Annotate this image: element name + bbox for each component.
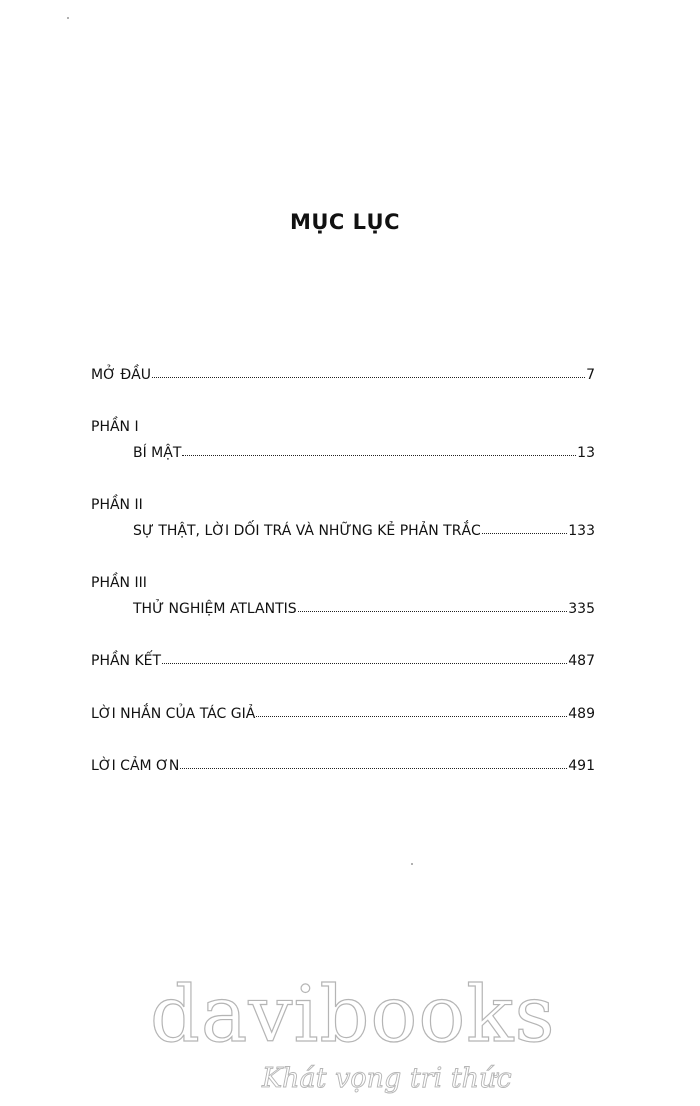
toc-entry-label: PHẦN KẾT	[91, 653, 162, 669]
watermark-tagline: Khát vọng tri thức	[262, 1063, 512, 1094]
toc-entry-label: MỞ ĐẦU	[91, 367, 151, 383]
toc-page-number: 491	[568, 758, 595, 774]
toc-page-number: 487	[568, 653, 595, 669]
toc-entry-truth-lies-betrayers[interactable]	[133, 522, 595, 540]
toc-entry-label: LỜI CẢM ƠN	[91, 758, 180, 774]
toc-entry-label: SỰ THẬT, LỜI DỐI TRÁ VÀ NHỮNG KẺ PHẢN TRẮC	[133, 523, 481, 539]
dot-leader	[482, 521, 567, 534]
toc-entry-intro[interactable]	[91, 366, 595, 384]
part-heading-3: PHẦN III	[91, 575, 147, 591]
dot-leader	[298, 599, 568, 612]
dot-leader	[182, 443, 576, 456]
toc-page-number: 13	[577, 445, 595, 461]
dot-leader	[162, 651, 567, 664]
toc-page-number: 133	[568, 523, 595, 539]
print-speck	[411, 863, 413, 865]
part-heading-1: PHẦN I	[91, 419, 139, 435]
part-heading-2: PHẦN II	[91, 497, 143, 513]
print-speck	[67, 17, 69, 19]
dot-leader	[256, 704, 567, 717]
page-title: MỤC LỤC	[289, 210, 401, 234]
toc-entry-label: LỜI NHẮN CỦA TÁC GIẢ	[91, 706, 256, 722]
dot-leader	[180, 756, 567, 769]
toc-page-number: 335	[568, 601, 595, 617]
toc-page-number: 489	[568, 706, 595, 722]
dot-leader	[152, 365, 585, 378]
watermark-brand: davibooks	[150, 970, 556, 1060]
toc-entry-author-note[interactable]	[91, 705, 595, 723]
toc-entry-secret[interactable]	[133, 444, 595, 462]
toc-page-number: 7	[586, 367, 595, 383]
toc-entry-acknowledgements[interactable]	[91, 757, 595, 775]
toc-entry-label: BÍ MẬT	[133, 445, 182, 461]
toc-entry-label: THỬ NGHIỆM ATLANTIS	[133, 601, 297, 617]
toc-entry-epilogue[interactable]	[91, 652, 595, 670]
publisher-watermark	[150, 970, 556, 1094]
toc-entry-atlantis-experiment[interactable]	[133, 600, 595, 618]
